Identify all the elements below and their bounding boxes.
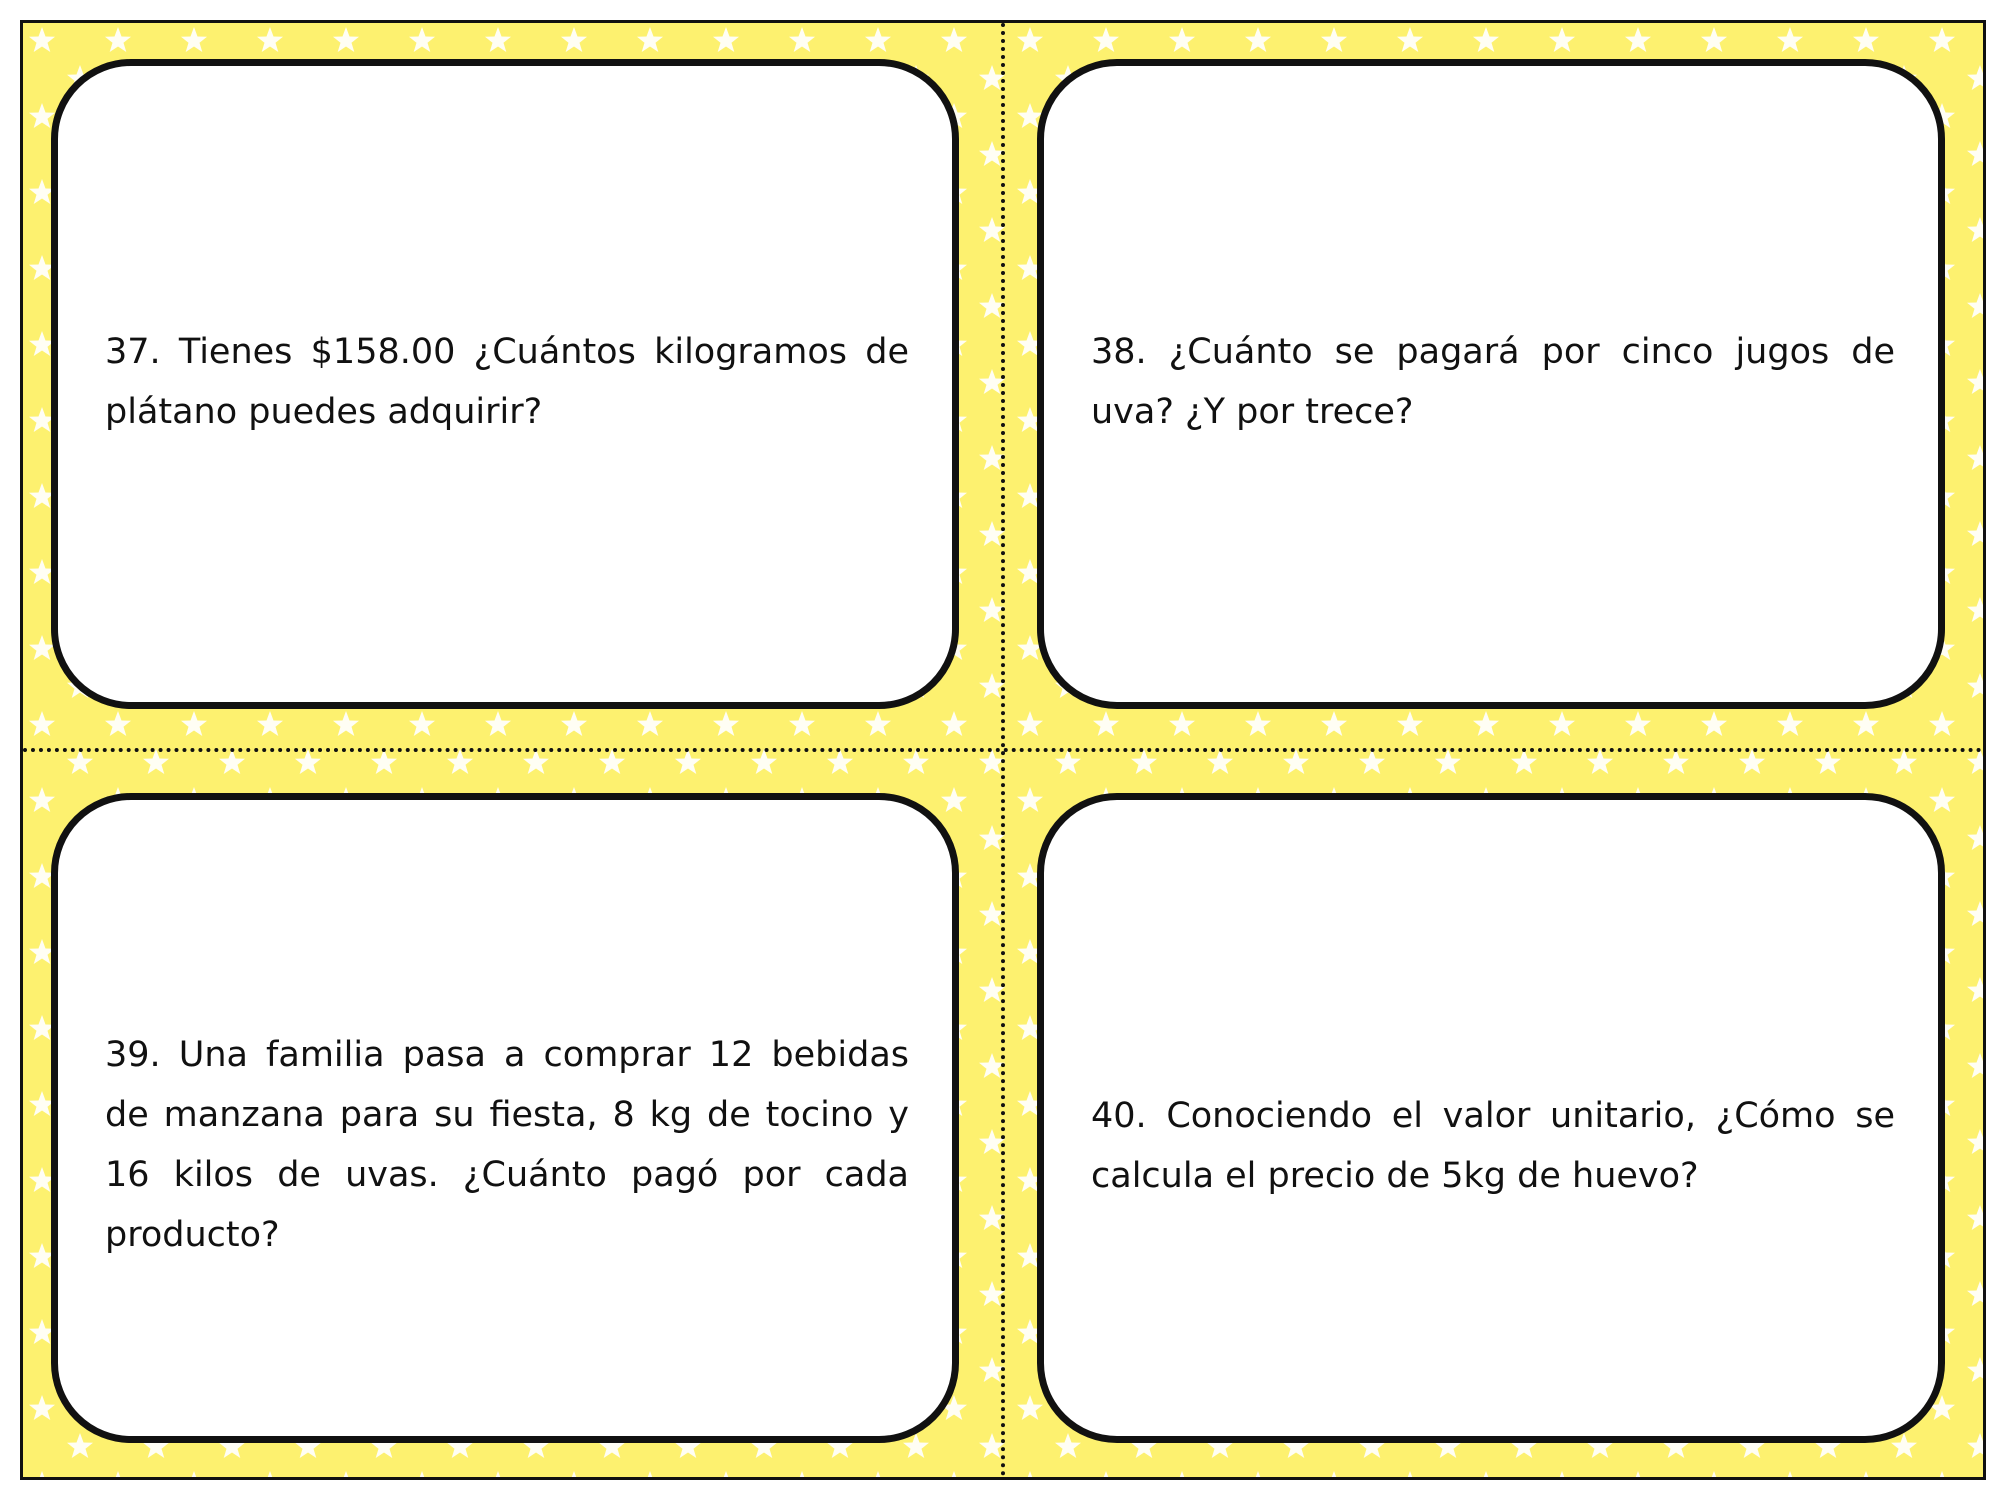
task-card-37 bbox=[51, 59, 959, 709]
horizontal-cut-line bbox=[23, 748, 1983, 752]
task-card-40 bbox=[1037, 793, 1945, 1443]
card-text: 39. Una familia pasa a comprar 12 bebidas de manzana para su fiesta, 8 kg de tocino y 16 kilos de uvas. ¿Cuánto pagó por cada producto? bbox=[105, 1035, 909, 1255]
card-text: 37. Tienes $158.00 ¿Cuántos kilogramos de plátano puedes adquirir? bbox=[105, 332, 909, 432]
task-card-38 bbox=[1037, 59, 1945, 709]
task-card-sheet bbox=[20, 20, 1986, 1480]
card-text: 38. ¿Cuánto se pagará por cinco jugos de uva? ¿Y por trece? bbox=[1091, 332, 1895, 432]
card-text: 40. Conociendo el valor unitario, ¿Cómo se calcula el precio de 5kg de huevo? bbox=[1091, 1096, 1895, 1196]
task-card-39 bbox=[51, 793, 959, 1443]
